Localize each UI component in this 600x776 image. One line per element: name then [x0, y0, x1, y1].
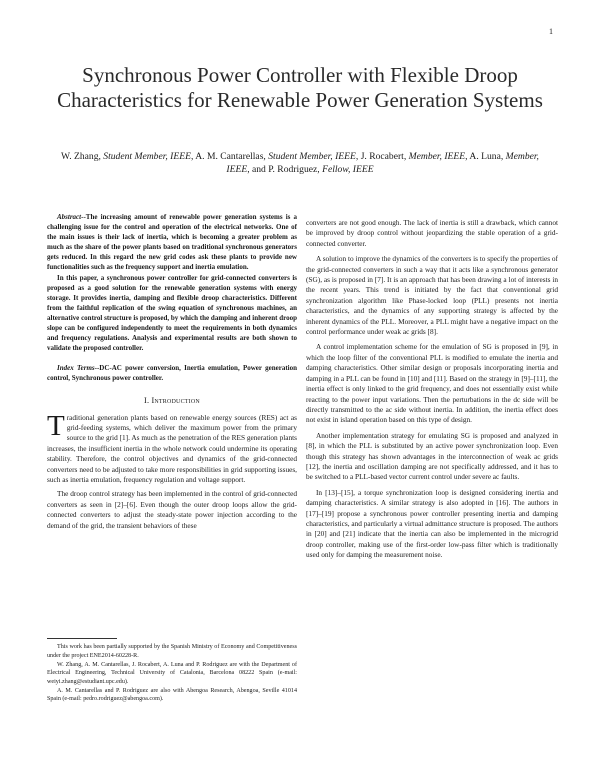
intro-paragraph-2: The droop control strategy has been implemented in the control of grid-connected converters as seen in [2]–[6]. Even though the outer droop loops allow the grid-connected converters to adjust the steady-state power injection according to the demand of the grid, the transient behaviors of these [47, 489, 297, 530]
abstract-text: The increasing amount of renewable power generation systems is a challenging issue for the control and operation of the electrical networks. One of the main issues is their lack of inertia, which is becoming a greater problem as much as the share of the power plants based on traditional synchronous generators gets reduced. In this regard the new grid codes ask these plants to provide new functionalities such as the frequency support and inertia emulation. [47, 213, 297, 271]
body-paragraph: In [13]–[15], a torque synchronization loop is designed considering inertia and damping characteristics. A similar strategy is also adopted in [16]. The authors in [17]–[19] propose a synchronous power controller presenting inertia and damping characteristics, and particularly a virtual admittance structure is proposed. The authors in [20] and [21] indicate that the inertia can also be implemented in the microgrid droop controller, making use of the first-order low-pass filter which is traditionally used only for damping the measurement noise. [306, 487, 558, 560]
abstract-separator: -- [81, 213, 86, 221]
body-paragraph: converters are not good enough. The lack of inertia is still a drawback, which cannot be improved by droop control without jeopardizing the stable operation of a grid-connected converter. [306, 218, 558, 248]
intro-text-1: raditional generation plants based on renewable energy sources (RES) act as grid-feeding systems, which deliver the maximum power from the primary source to the grid [1]. As much as the penetration of the RES generation plants increases, the insufficient inertia in the whole network could undermine its operating stability. Therefore, the control objectives and dynamics of the grid-connected converters need to be adjusted to take more responsibilities in grid supporting issues, such as inertia emulation, frequency regulation and voltage support. [47, 412, 297, 484]
intro-paragraph-1 [47, 409, 297, 486]
author-role: Student Member, IEEE [103, 151, 191, 162]
index-terms-label: Index Terms [57, 363, 95, 372]
drop-cap: T [47, 409, 65, 442]
index-terms [47, 364, 297, 384]
footnotes [47, 643, 297, 704]
index-terms-separator: -- [94, 363, 100, 372]
footnote-funding: This work has been partially supported by the Spanish Ministry of Economy and Competitiveness under the project ENE2014-60228-R. [47, 644, 297, 659]
author-name: W. Zhang, [61, 151, 104, 162]
body-paragraph: A control implementation scheme for the emulation of SG is proposed in [9], in which the loop filter of the conventional PLL is modified to emulate the inertia and damping characteristics. Other similar design or proposals incorporating inertia and damping in a PLL can be found in [10] and [11]. Based on the strategy in [9]–[11], the inertia effect is only linked to the grid frequency, and does not essentially exist while reacting to the power input variations. Then the perturbations in the dc side will be directly transmitted to the ac side without inertia. In addition, the inertia effect does not exist in island operation based on this type of design. [306, 342, 558, 425]
author-role: Member, IEEE [408, 151, 466, 162]
left-column [47, 213, 297, 531]
abstract-paragraph-2: In this paper, a synchronous power controller for grid-connected converters is proposed as a good solution for the renewable generation systems with energy storage. It provides inertia, damping and flexible droop characteristics. Different from the faithful replication of the swing equation of synchronous machines, an alternative control structure is proposed, by which the damping and inherent droop slope can be configured independently to meet the requirements in both dynamics and frequency regulations. Analysis and experimental results are both shown to validate the proposed controller. [47, 274, 297, 352]
author-name: , A. M. Cantarellas, [190, 151, 269, 162]
paper-title: Synchronous Power Controller with Flexible Droop Characteristics for Renewable Power Generation Systems [57, 63, 543, 112]
footnote-divider [47, 638, 117, 639]
index-terms-text: DC-AC power conversion, Inertia emulation, Power generation control, Synchronous power controller. [47, 363, 297, 382]
author-role: Student Member, IEEE [268, 151, 356, 162]
page-number: 1 [549, 27, 553, 36]
abstract-label: Abstract [57, 213, 82, 221]
author-name: , J. Rocabert, [355, 151, 409, 162]
right-column [306, 218, 558, 561]
body-paragraph: A solution to improve the dynamics of the converters is to specify the properties of the grid-connected converters in such a way that it acts like a synchronous generator (SG), as is proposed in [7]. It is an approach that has been drawing a lot of interests in the recent years. This trend is initiated by the fact that conventional grid synchronization algorithm like Phase-locked loop (PLL) presents not inertia characteristics, and the dynamics of any supporting strategy is affected by the inherent dynamics of the PLL. Moreover, a PLL might have a negative impact on the control performance under weak ac grids [8]. [306, 254, 558, 337]
author-name: , and P. Rodriguez, [247, 164, 323, 175]
abstract-paragraph [47, 213, 297, 272]
author-role: Fellow, IEEE [322, 164, 374, 175]
section-numeral: I. [144, 395, 152, 405]
author-name: , A. Luna, [465, 151, 506, 162]
body-paragraph: Another implementation strategy for emulating SG is proposed and analyzed in [8], in which the PLL is substituted by an active power synchronization loop. Even though this strategy has shown advantages in the interconnection of weak ac grids [12], the inertia and oscillation damping are not specifically addressed, and it has to be switched to a PLL-based vector current control under severe ac faults. [306, 430, 558, 482]
author-list [60, 150, 540, 176]
footnote-affiliation-2: A. M. Cantarellas and P. Rodriguez are also with Abengoa Research, Abengoa, Seville 41014 Spain (e-mail: pedro.rodriguez@abengoa.com). [47, 687, 297, 702]
section-heading-introduction [47, 396, 297, 405]
footnote-affiliation-1: W. Zhang, A. M. Cantarellas, J. Rocabert, A. Luna and P. Rodriguez are with the Department of Electrical Engineering, Technical University of Catalonia, Barcelona 08222 Spain (e-mail: weiyi.zhang@estudiant.upc.edu). [47, 661, 297, 685]
author-role: Member, IEEE [226, 151, 539, 175]
section-title: Introduction [151, 395, 200, 405]
